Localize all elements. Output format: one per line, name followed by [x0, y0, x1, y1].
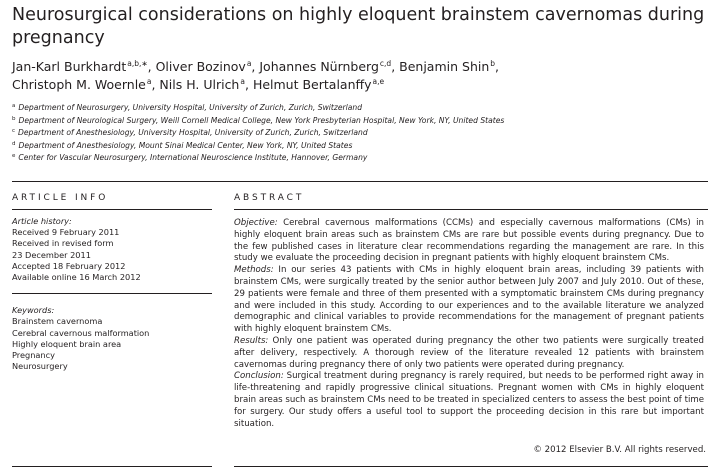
affiliation-list	[12, 102, 712, 165]
affiliation: $^d$ Department of Anesthesiology, Mount Sinai Medical Center, New York, NY, United States	[12, 140, 353, 150]
article-info	[12, 216, 212, 372]
author[interactable]: Christoph M. Woernle$^a$	[12, 77, 152, 92]
article-history-label: Article history:	[12, 216, 72, 226]
abstract-body	[234, 218, 704, 430]
author-list: Jan-Karl Burkhardt$^{a,b,∗}$, Oliver Bozinov$^a$, Johannes Nürnberg$^{c,d}$, Benjamin Shin$^b$, Christoph M. Woernle$^a$, Nils H. Ulrich$^a$, Helmut Bertalanffy$^{a,e}$	[12, 59, 500, 92]
author[interactable]: Helmut Bertalanffy$^{a,e}$	[252, 77, 385, 92]
keyword: Highly eloquent brain area	[12, 338, 122, 349]
affiliation: $^a$ Department of Neurosurgery, University Hospital, University of Zurich, Zurich, Switzerland	[12, 103, 363, 112]
article-info-heading: ARTICLE INFO	[12, 193, 109, 203]
keyword: Pregnancy	[12, 350, 55, 361]
abstract-objective: Objective: Cerebral cavernous malformations (CCMs) and especially cavernous malformations (CMs) in highly eloquent brain areas such as brainstem CMs are rare but possible events during pregnancy. Due to the few published cases in literature clear recommendations regarding the management are rare. In this study we evaluate the proceeding decision in pregnant patients with highly eloquent brainstem CMs.	[234, 218, 704, 264]
abstract-conclusion: Conclusion: Surgical treatment during pregnancy is rarely required, but needs to be performed right away in life-threatening and rapidly progressive clinical situations. Pregnant women with CMs in highly eloquent brain areas such as brainstem CMs need to be treated in specialized centers to assess the best point of time for surgery. Our study offers a useful tool to support the proceeding decision in this rare but important situation.	[234, 371, 704, 429]
author[interactable]: Benjamin Shin$^b$	[399, 59, 496, 74]
abstract-results: Results: Only one patient was operated during pregnancy the other two patients were surgically treated after delivery, respectively. A thorough review of the literature revealed 12 patients with brainstem cavernomas during pregnancy there of only two patients were operated during pregnancy.	[234, 335, 704, 370]
article-info-divider	[12, 293, 212, 294]
abstract-methods: Methods: In our series 43 patients with CMs in highly eloquent brain areas, including 39 patients with brainstem CMs, were surgically treated by the senior author between July 2007 and July 2010. Out of these, 29 patients were female and three of them presented with a symptomatic brainstem CMs during pregnancy and were included in this study. According to our experiences and to the available literature we analyzed demographic and clinical variables to provide recommendations for the management of pregnant patients with highly eloquent brainstem CMs.	[234, 265, 704, 335]
article-info-bottom-rule	[12, 466, 212, 467]
affiliation: $^e$ Center for Vascular Neurosurgery, International Neuroscience Institute, Hannover, Germany	[12, 153, 368, 163]
history-item: 23 December 2011	[12, 249, 91, 260]
author[interactable]: Nils H. Ulrich$^a$	[159, 77, 245, 92]
affiliation: $^c$ Department of Anesthesiology, University Hospital, University of Zurich, Zurich, Switzerland	[12, 128, 368, 138]
history-item: Accepted 18 February 2012	[12, 260, 126, 271]
copyright: © 2012 Elsevier B.V. All rights reserved.	[533, 445, 706, 455]
keyword: Brainstem cavernoma	[12, 316, 103, 327]
author[interactable]: Oliver Bozinov$^a$	[155, 59, 252, 74]
abstract-bottom-rule	[234, 466, 708, 467]
article-info-rule	[12, 209, 212, 210]
keywords-label: Keywords:	[12, 305, 55, 316]
abstract-heading: ABSTRACT	[234, 193, 305, 203]
author[interactable]: Jan-Karl Burkhardt$^{a,b,∗}$	[12, 59, 148, 74]
article-title: Neurosurgical considerations on highly eloquent brainstem cavernomas during pregnancy	[12, 5, 705, 48]
history-item: Available online 16 March 2012	[12, 272, 141, 283]
keyword: Neurosurgery	[12, 361, 68, 372]
abstract-rule	[234, 209, 708, 210]
affiliation: $^b$ Department of Neurological Surgery, Weill Cornell Medical College, New York Presbyterian Hospital, New York, NY, United States	[12, 115, 505, 125]
top-divider	[12, 181, 708, 182]
author[interactable]: Johannes Nürnberg$^{c,d}$	[259, 59, 392, 74]
history-item: Received in revised form	[12, 238, 114, 249]
keyword: Cerebral cavernous malformation	[12, 327, 150, 338]
history-item: Received 9 February 2011	[12, 227, 120, 238]
